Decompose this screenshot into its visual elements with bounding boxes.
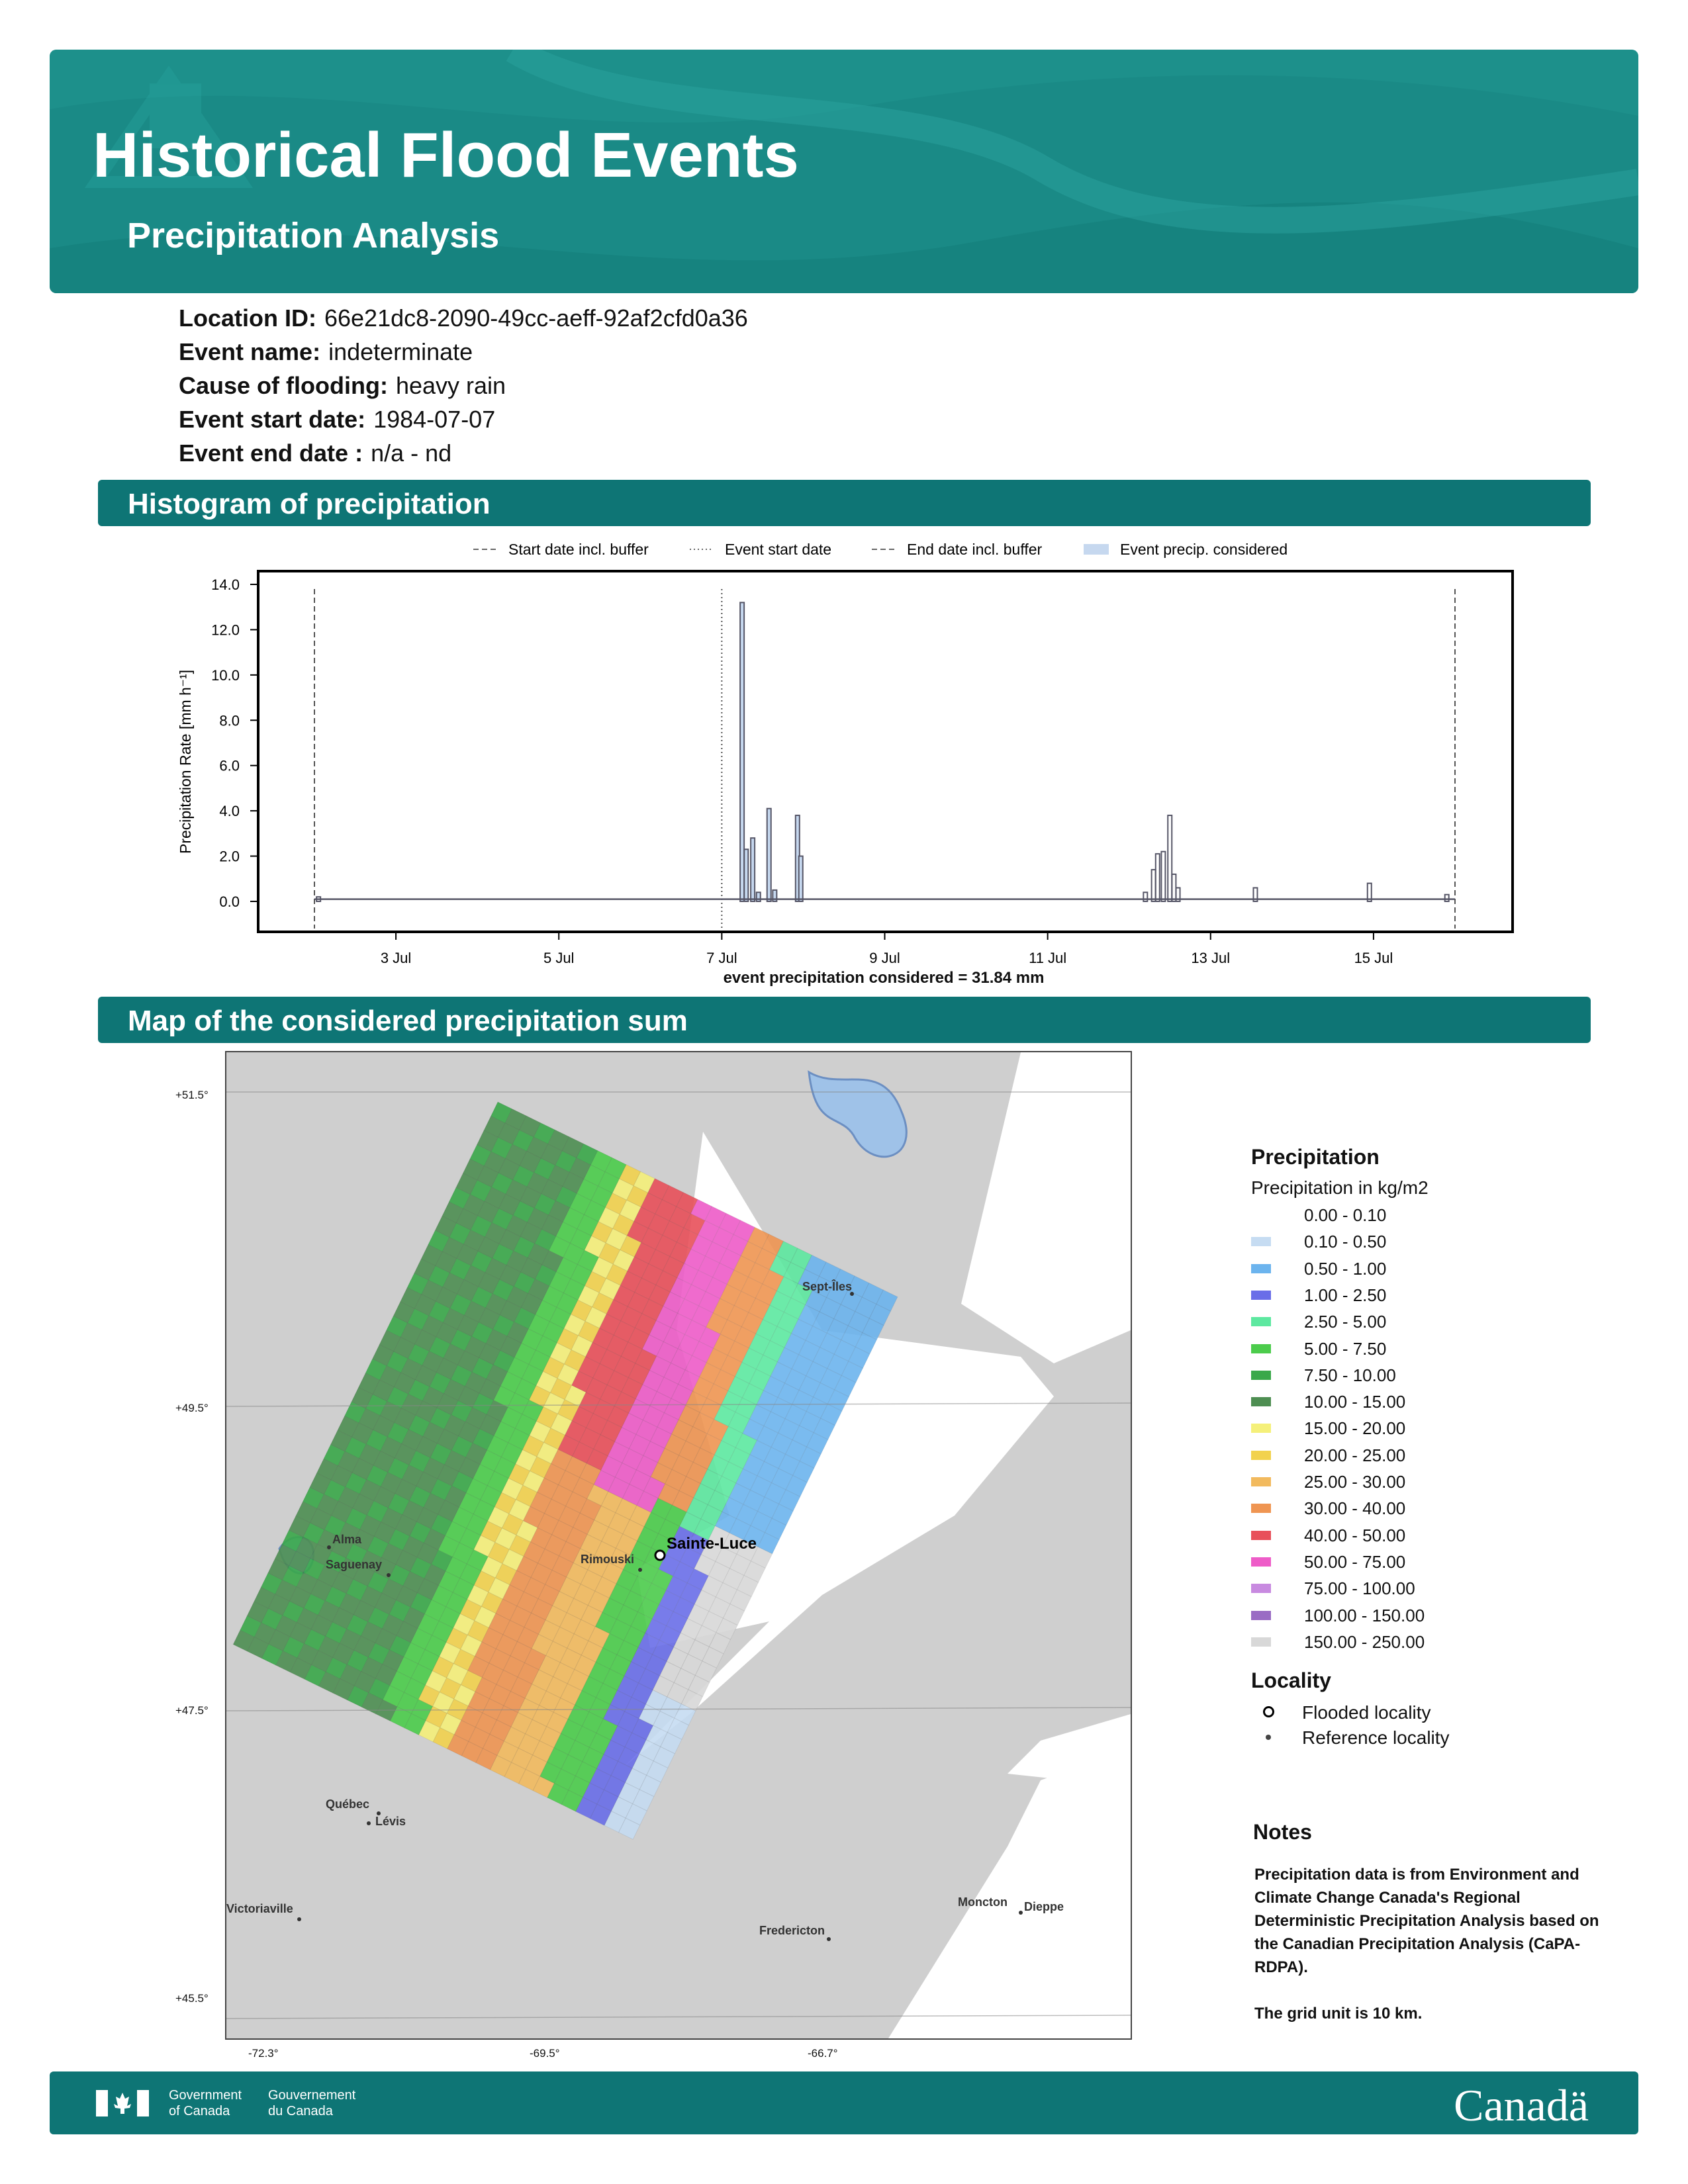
legend-reference-label: Reference locality	[1302, 1727, 1450, 1748]
event-name-value: indeterminate	[328, 338, 473, 365]
location-id-row	[179, 304, 748, 332]
legend-class-label: 20.00 - 25.00	[1304, 1445, 1406, 1465]
location-id-label: Location ID:	[179, 304, 316, 332]
lat-label-47: +47.5°	[175, 1704, 209, 1717]
histogram-section-header	[98, 480, 1591, 526]
precip-bar	[799, 856, 803, 901]
legend-class-label: 2.50 - 5.00	[1304, 1312, 1387, 1332]
map-section-title: Map of the considered precipitation sum	[128, 1005, 688, 1037]
y-tick-label: 2.0	[219, 848, 240, 865]
legend-considered-swatch	[1084, 544, 1109, 555]
precip-grid	[233, 1102, 898, 1839]
legend-flooded-label: Flooded locality	[1302, 1702, 1431, 1723]
legend-swatch	[1251, 1264, 1271, 1273]
legend-class-label: 100.00 - 150.00	[1304, 1605, 1425, 1625]
legend-class-row	[1251, 1285, 1516, 1312]
legend-swatch	[1251, 1477, 1271, 1486]
cause-row	[179, 372, 506, 400]
precip-map-canvas	[226, 1052, 1131, 2038]
legend-class-label: 10.00 - 15.00	[1304, 1392, 1406, 1412]
legend-swatch	[1251, 1291, 1271, 1300]
legend-class-row	[1251, 1339, 1516, 1365]
legend-reference-row	[1251, 1727, 1450, 1749]
precip-bar	[757, 892, 761, 901]
legend-class-row	[1251, 1525, 1516, 1552]
lon-label-72: -72.3°	[248, 2047, 279, 2060]
legend-swatch	[1251, 1344, 1271, 1353]
legend-class-label: 1.00 - 2.50	[1304, 1285, 1387, 1305]
rimouski-label: Rimouski	[581, 1553, 635, 1566]
legend-flooded-row	[1251, 1702, 1450, 1723]
legend-swatch	[1251, 1557, 1271, 1567]
y-tick-label: 12.0	[211, 621, 240, 639]
legend-classes	[1251, 1205, 1450, 1662]
fredericton-label: Fredericton	[759, 1924, 825, 1937]
end-date-label: Event end date :	[179, 439, 363, 467]
levis-label: Lévis	[375, 1815, 406, 1828]
legend-class-row	[1251, 1445, 1516, 1472]
legend-title: Precipitation	[1251, 1145, 1380, 1169]
legend-subtitle: Precipitation in kg/m2	[1251, 1177, 1429, 1198]
y-tick-label: 14.0	[211, 576, 240, 593]
lat-label-45: +45.5°	[175, 1992, 209, 2005]
lat-label-49: +49.5°	[175, 1402, 209, 1414]
start-date-value: 1984-07-07	[373, 406, 496, 433]
map-section-header	[98, 997, 1591, 1043]
legend-swatch	[1251, 1210, 1271, 1220]
start-date-label: Event start date:	[179, 406, 366, 433]
reference-locality-icon	[1266, 1735, 1271, 1740]
event-precip-total: event precipitation considered = 31.84 mm	[723, 969, 1045, 987]
alma-label: Alma	[332, 1533, 362, 1546]
y-tick-label: 6.0	[219, 757, 240, 774]
lon-label-69: -69.5°	[530, 2047, 560, 2060]
x-tick-label: 3 Jul	[380, 950, 412, 966]
sainte-luce-marker	[655, 1551, 665, 1560]
legend-class-row	[1251, 1472, 1516, 1498]
legend-class-label: 40.00 - 50.00	[1304, 1525, 1406, 1545]
legend-class-label: 25.00 - 30.00	[1304, 1472, 1406, 1492]
lat-label-51: +51.5°	[175, 1089, 209, 1101]
histogram-y-axis-label: Precipitation Rate [mm h⁻¹]	[177, 669, 194, 854]
gov-fr-line1: Gouvernement	[268, 2088, 356, 2103]
legend-swatch	[1251, 1237, 1271, 1246]
legend-end-buffer-label: End date incl. buffer	[907, 541, 1043, 558]
legend-swatch	[1251, 1397, 1271, 1406]
x-tick-label: 5 Jul	[543, 950, 575, 966]
cause-label: Cause of flooding:	[179, 372, 388, 399]
x-tick-label: 11 Jul	[1029, 950, 1067, 966]
precipitation-histogram	[0, 529, 1688, 979]
precip-bar	[740, 602, 744, 901]
legend-class-label: 75.00 - 100.00	[1304, 1578, 1415, 1599]
quebec-label: Québec	[326, 1797, 370, 1811]
legend-class-label: 30.00 - 40.00	[1304, 1498, 1406, 1519]
legend-class-row	[1251, 1498, 1516, 1525]
gov-fr-line2: du Canada	[268, 2104, 333, 2118]
legend-class-row	[1251, 1312, 1516, 1338]
end-date-row	[179, 439, 451, 467]
y-tick-label: 4.0	[219, 803, 240, 820]
legend-considered-label: Event precip. considered	[1120, 541, 1288, 558]
legend-swatch	[1251, 1451, 1271, 1460]
legend-class-row	[1251, 1632, 1516, 1659]
histogram-legend	[473, 541, 1288, 558]
legend-event-start-label: Event start date	[725, 541, 832, 558]
saguenay-label: Saguenay	[326, 1558, 383, 1571]
event-name-row	[179, 338, 473, 366]
reservoir-water	[809, 1072, 906, 1157]
page-title: Historical Flood Events	[93, 120, 799, 191]
legend-class-row	[1251, 1578, 1516, 1605]
legend-class-label: 0.50 - 1.00	[1304, 1258, 1387, 1279]
legend-class-label: 5.00 - 7.50	[1304, 1338, 1387, 1359]
flooded-locality-icon	[1263, 1706, 1274, 1717]
gov-en-line1: Government	[169, 2088, 242, 2103]
event-name-label: Event name:	[179, 338, 321, 365]
dieppe-label: Dieppe	[1024, 1900, 1064, 1913]
notes-grid-text: The grid unit is 10 km.	[1254, 2005, 1423, 2023]
canada-wordmark: Canadä	[1454, 2080, 1589, 2130]
legend-swatch	[1251, 1584, 1271, 1593]
legend-class-row	[1251, 1232, 1516, 1258]
moncton-label: Moncton	[958, 1895, 1008, 1909]
cause-value: heavy rain	[395, 372, 506, 399]
precip-bar	[744, 849, 748, 901]
histogram-section-title: Histogram of precipitation	[128, 488, 491, 520]
legend-class-row	[1251, 1606, 1516, 1632]
gov-en	[169, 2087, 242, 2119]
header-banner	[50, 50, 1638, 293]
start-date-row	[179, 406, 495, 433]
x-tick-label: 7 Jul	[706, 950, 737, 966]
legend-swatch	[1251, 1504, 1271, 1513]
notes-source-text: Precipitation data is from Environment and Climate Change Canada's Regional Deterministic Precipitation Analysis based on the Canadian Precipitation Analysis (CaPA-RDPA).	[1254, 1866, 1599, 1976]
x-tick-label: 9 Jul	[869, 950, 900, 966]
legend-class-label: 150.00 - 250.00	[1304, 1631, 1425, 1652]
victoriaville-label: Victoriaville	[226, 1902, 293, 1915]
footer	[50, 2071, 1638, 2134]
legend-class-label: 0.10 - 0.50	[1304, 1232, 1387, 1252]
legend-class-row	[1251, 1418, 1516, 1445]
end-date-value: n/a - nd	[371, 439, 452, 467]
legend-class-row	[1251, 1205, 1516, 1232]
legend-class-row	[1251, 1365, 1516, 1392]
sainte-luce-label: Sainte-Luce	[667, 1535, 757, 1553]
precip-bar	[767, 809, 771, 901]
locality-legend-title: Locality	[1251, 1668, 1331, 1692]
sept-iles-label: Sept-Îles	[802, 1280, 853, 1293]
legend-class-row	[1251, 1259, 1516, 1285]
gov-fr	[268, 2087, 355, 2119]
legend-class-label: 15.00 - 20.00	[1304, 1418, 1406, 1439]
lon-label-66: -66.7°	[808, 2047, 838, 2060]
x-tick-label: 13 Jul	[1191, 950, 1231, 966]
legend-swatch	[1251, 1317, 1271, 1326]
legend-swatch	[1251, 1611, 1271, 1620]
legend-swatch	[1251, 1424, 1271, 1433]
legend-swatch	[1251, 1637, 1271, 1647]
notes-title: Notes	[1253, 1820, 1312, 1844]
gov-en-line2: of Canada	[169, 2104, 230, 2118]
precip-map[interactable]	[225, 1051, 1132, 2040]
canada-flag-icon	[96, 2090, 149, 2116]
page-subtitle: Precipitation Analysis	[127, 216, 500, 255]
legend-start-buffer-label: Start date incl. buffer	[508, 541, 649, 558]
y-tick-label: 10.0	[211, 666, 240, 684]
legend-class-label: 7.50 - 10.00	[1304, 1365, 1396, 1385]
y-tick-label: 0.0	[219, 893, 240, 910]
legend-class-row	[1251, 1392, 1516, 1418]
x-tick-label: 15 Jul	[1354, 950, 1393, 966]
legend-swatch	[1251, 1531, 1271, 1540]
location-id-value: 66e21dc8-2090-49cc-aeff-92af2cfd0a36	[324, 304, 748, 332]
y-tick-label: 8.0	[219, 712, 240, 729]
legend-swatch	[1251, 1371, 1271, 1380]
legend-class-label: 0.00 - 0.10	[1304, 1205, 1387, 1225]
notes-body	[1254, 1863, 1612, 2025]
precip-bar	[751, 838, 755, 901]
gulf-water	[961, 1052, 1131, 1363]
histogram-plot-area	[258, 571, 1513, 932]
map-legend	[1251, 1145, 1450, 1749]
legend-class-label: 50.00 - 75.00	[1304, 1551, 1406, 1572]
legend-class-row	[1251, 1552, 1516, 1578]
